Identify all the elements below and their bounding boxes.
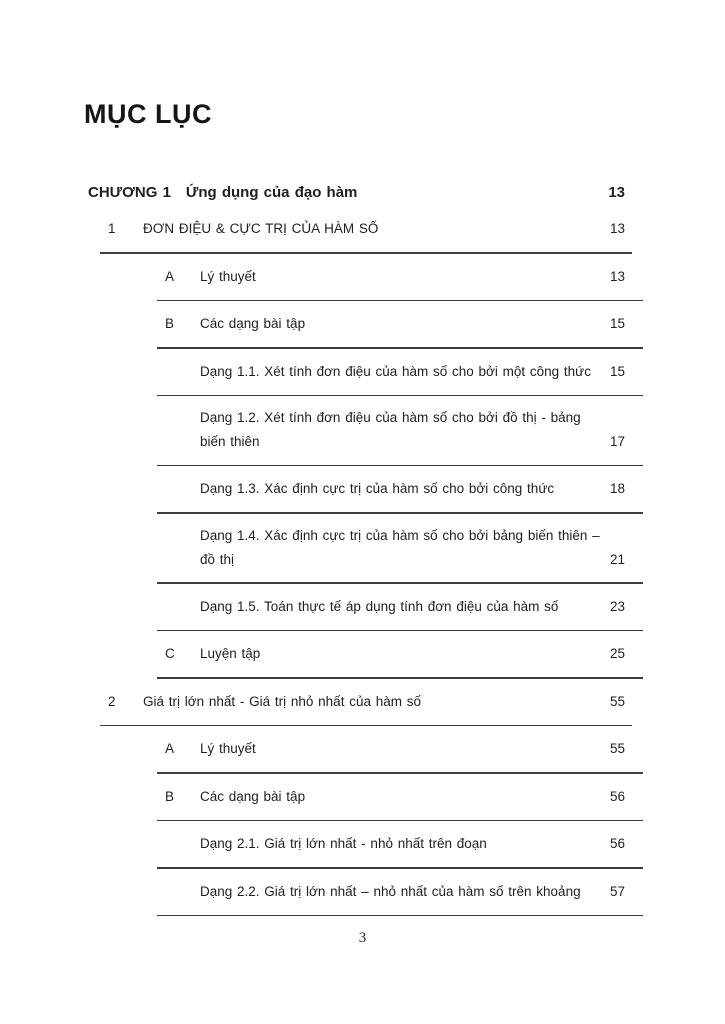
toc-entry-sub-c xyxy=(0,631,725,677)
entry-label: Dạng 1.4. Xác định cực trị của hàm số cho bởi bảng biến thiên – đồ thị xyxy=(200,527,600,567)
toc-entry-dang-1-3 xyxy=(0,466,725,512)
entry-label: Dạng 2.2. Giá trị lớn nhất – nhỏ nhất của hàm số trên khoảng xyxy=(200,883,581,899)
toc-entry-sub-b xyxy=(0,301,725,347)
entry-label: Các dạng bài tập xyxy=(200,788,306,804)
entry-label: Dạng 1.2. Xét tính đơn điệu của hàm số cho bởi đồ thị - bảng biến thiên xyxy=(200,410,581,450)
entry-page: 57 xyxy=(609,883,625,899)
entry-number: C xyxy=(165,646,175,661)
entry-number: A xyxy=(165,741,175,756)
toc-list xyxy=(0,206,725,916)
entry-number: A xyxy=(165,268,175,284)
entry-page: 56 xyxy=(609,788,625,804)
toc-entry-dang-2-1 xyxy=(0,821,725,867)
entry-page: 25 xyxy=(609,646,625,661)
divider xyxy=(157,915,643,917)
entry-label: Dạng 1.3. Xác định cực trị của hàm số cho bởi công thức xyxy=(200,481,555,496)
entry-number: B xyxy=(165,788,175,804)
toc-entry-dang-2-2 xyxy=(0,869,725,915)
toc-entry-dang-1-4 xyxy=(0,514,725,583)
chapter-page: 13 xyxy=(608,184,625,201)
entry-page: 13 xyxy=(609,221,625,236)
entry-page: 23 xyxy=(609,598,625,614)
entry-label: ĐƠN ĐIỆU & CỰC TRỊ CỦA HÀM SỐ xyxy=(143,221,379,236)
entry-label: Dạng 1.1. Xét tính đơn điệu của hàm số cho bởi một công thức xyxy=(200,363,591,379)
toc-entry-sub-a2 xyxy=(0,726,725,772)
entry-page: 18 xyxy=(609,481,625,496)
entry-page: 15 xyxy=(609,316,625,331)
toc-entry-sub-b2 xyxy=(0,774,725,820)
entry-label: Lý thuyết xyxy=(200,741,256,756)
entry-label: Dạng 2.1. Giá trị lớn nhất - nhỏ nhất trên đoạn xyxy=(200,836,487,851)
page-title: MỤC LỤC xyxy=(84,99,212,129)
entry-page: 55 xyxy=(609,693,625,709)
toc-entry-sub-a xyxy=(0,254,725,300)
page-number-footer: 3 xyxy=(358,930,367,946)
toc-entry-dang-1-1 xyxy=(0,349,725,395)
chapter-title: Ứng dụng của đạo hàm xyxy=(185,184,358,201)
entry-page: 15 xyxy=(609,363,625,379)
chapter-label: CHƯƠNG 1 xyxy=(88,184,171,201)
entry-label: Giá trị lớn nhất - Giá trị nhỏ nhất của hàm số xyxy=(143,693,421,709)
toc-entry-dang-1-5 xyxy=(0,584,725,630)
entry-number: 1 xyxy=(108,221,116,236)
toc-entry-section-2 xyxy=(0,679,725,725)
entry-label: Các dạng bài tập xyxy=(200,316,306,331)
entry-number: B xyxy=(165,316,175,331)
toc-chapter-row xyxy=(88,181,625,205)
entry-label: Luyện tập xyxy=(200,646,261,661)
toc-entry-dang-1-2 xyxy=(0,396,725,465)
entry-number: 2 xyxy=(108,693,116,709)
entry-page: 56 xyxy=(609,836,625,851)
entry-page: 21 xyxy=(609,551,625,567)
entry-label: Dạng 1.5. Toán thực tế áp dụng tính đơn điệu của hàm số xyxy=(200,598,559,614)
entry-page: 13 xyxy=(609,268,625,284)
entry-page: 17 xyxy=(609,434,625,450)
entry-label: Lý thuyết xyxy=(200,268,256,284)
toc-entry-section-1 xyxy=(0,206,725,252)
entry-page: 55 xyxy=(609,741,625,756)
